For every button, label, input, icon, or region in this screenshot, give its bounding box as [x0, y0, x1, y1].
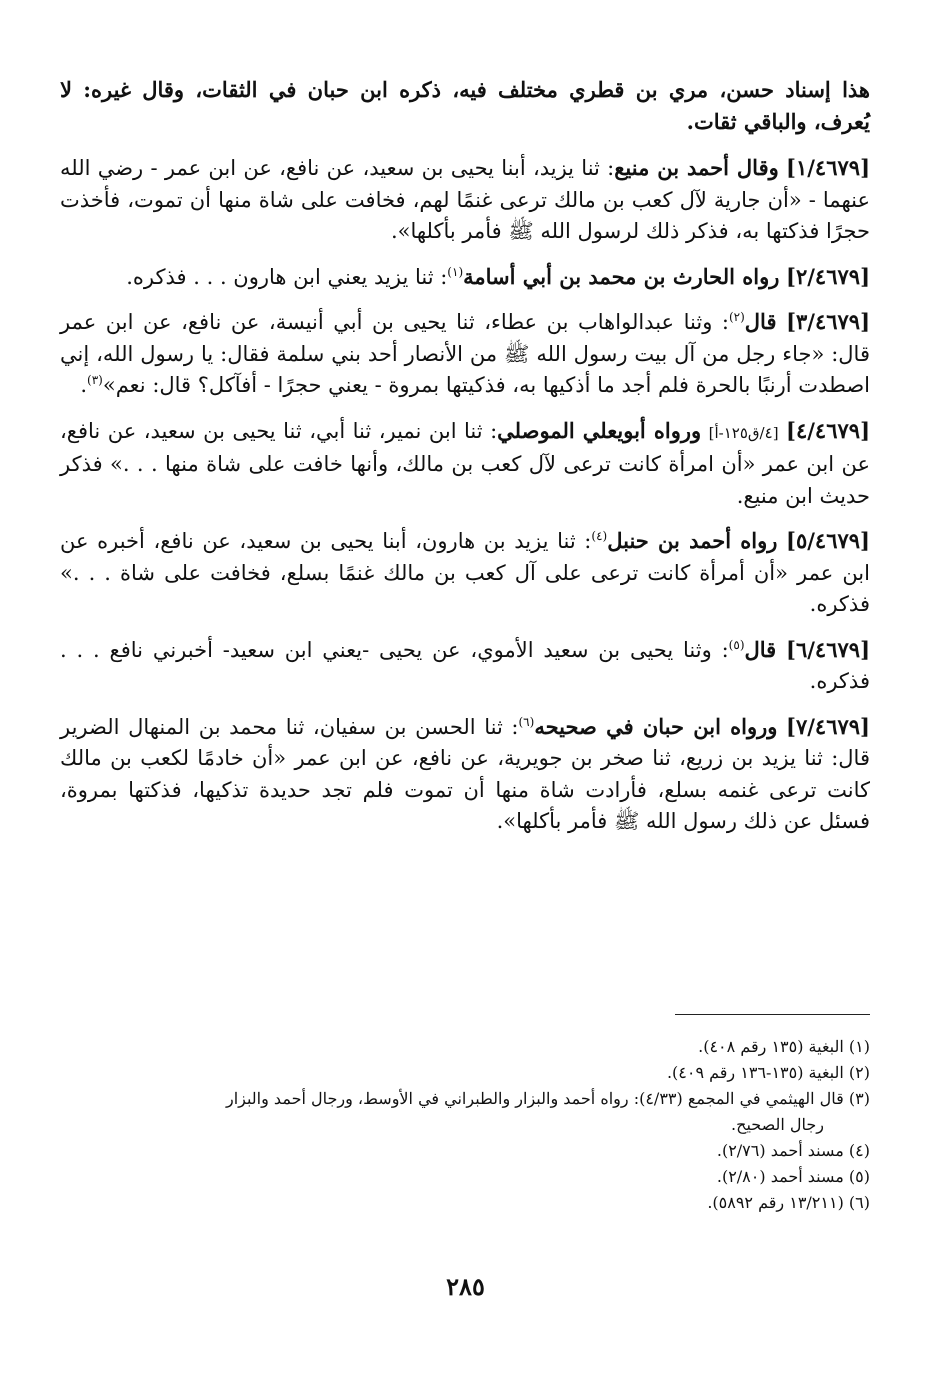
footnote-item: (٤) مسند أحمد (٢/٧٦). — [716, 1141, 870, 1160]
entry-ref: [٢/٤٦٧٩] — [786, 263, 870, 289]
entry-ref: [٧/٤٦٧٩] — [786, 713, 870, 739]
entry-paragraph-7 — [60, 711, 870, 838]
entry-attribution: رواه أحمد بن حنبل — [607, 528, 778, 553]
footnotes — [60, 1034, 870, 1216]
footnote-marker[interactable]: (٥) — [728, 637, 745, 652]
entry-text: : ثنا ابن نمير، ثنا أبي، ثنا يحيى بن سعيد، عن نافع، عن ابن عمر «أن امرأة كانت ترعى لآل كعب بن مالك، وأنها خافت على شاة منها . . .» فذكر حديث ابن منيع. — [60, 418, 870, 508]
footnote-marker[interactable]: (٦) — [518, 714, 535, 729]
entry-attribution: ورواه ابن حبان في صحيحه — [534, 713, 778, 739]
entry-paragraph-6 — [60, 634, 870, 698]
manuscript-folio-ref: [٤/ق١٢٥-أ] — [708, 423, 779, 442]
footnote-continuation: رجال الصحيح. — [731, 1115, 824, 1134]
entry-ref: [٣/٤٦٧٩] — [786, 309, 871, 334]
entry-attribution: قال — [744, 636, 777, 662]
entry-text: : ثنا يزيد، أبنا يحيى بن سعيد، عن نافع، عن ابن عمر - رضي الله عنهما - «أن جارية لآل كعب بن مالك ترعى غنمًا لهم، فخافت على شاة منها أن تموت، فأخذت حجرًا فذكتها به، فذكر ذلك لرسول الله ﷺ فأمر بأكلها». — [60, 156, 870, 243]
entry-ref: [٤/٤٦٧٩] — [786, 417, 870, 443]
entry-paragraph-4 — [60, 415, 870, 513]
footnote-separator — [675, 1014, 870, 1015]
entry-attribution: قال — [744, 309, 777, 334]
entry-paragraph-3 — [60, 306, 870, 402]
entry-text: : وثنا يحيى بن سعيد الأموي، عن يحيى -يعني ابن سعيد- أخبرني نافع . . . فذكره. — [60, 637, 870, 693]
footnote-marker[interactable]: (٢) — [728, 310, 745, 324]
entry-text: : ثنا يزيد بن هارون، أبنا يحيى بن سعيد، عن نافع، أخبره عن ابن عمر «أن أمرأة كانت ترعى على آل كعب بن مالك غنمًا بسلع، فخافت على شاة . . .» فذكره. — [60, 529, 870, 616]
entry-attribution: وقال أحمد بن منيع — [614, 155, 779, 180]
entry-text: : ثنا الحسن بن سفيان، ثنا محمد بن المنهال الضرير قال: ثنا يزيد بن زريع، ثنا صخر بن جويرية، عن نافع، عن ابن عمر «أن خادمًا لكعب بن مالك كانت ترعى غنمه بسلع، فأرادت شاة منها أن تموت فلم تجد حديدة تذكيها، فذكتها بمروة، فسئل عن ذلك رسول الله ﷺ فأمر بأكلها». — [60, 714, 870, 833]
entry-ref: [٥/٤٦٧٩] — [786, 528, 870, 553]
footnote-item: (٥) مسند أحمد (٢/٨٠). — [716, 1167, 870, 1186]
footnote-marker[interactable]: (٤) — [591, 529, 608, 543]
entry-paragraph-5 — [60, 525, 870, 621]
entry-text: : وثنا عبدالواهاب بن عطاء، ثنا يحيى بن أبي أنيسة، عن نافع، عن ابن عمر قال: «جاء رجل من آل بيت رسول الله ﷺ من الأنصار أحد بني سلمة فقال: يا رسول الله، إني اصطدت أرنبًا بالحرة فلم أجد ما أذكيها به، فذكيتها بمروة - يعني حجرًا - أفآكل؟ قال: نعم» — [60, 310, 870, 397]
footnote-item: (١) البغية (١٣٥ رقم ٤٠٨). — [698, 1037, 870, 1056]
intro-paragraph: هذا إسناد حسن، مري بن قطري مختلف فيه، ذكره ابن حبان في الثقات، وقال غيره: لا يُعرف، والباقي ثقات. — [60, 77, 870, 134]
entry-ref: [٦/٤٦٧٩] — [786, 636, 870, 662]
entry-attribution: ورواه أبويعلي الموصلي — [497, 417, 702, 443]
entry-attribution: رواه الحارث بن محمد بن أبي أسامة — [463, 263, 780, 289]
entry-paragraph-1 — [60, 152, 870, 248]
main-text — [60, 74, 870, 851]
entry-paragraph-2 — [60, 261, 870, 294]
entry-text-tail: . — [80, 373, 88, 397]
page-number: ٢٨٥ — [446, 1272, 485, 1301]
footnote-item: (٣) قال الهيثمي في المجمع (٤/٣٣): رواه أحمد والبزار والطبراني في الأوسط، ورجال أحمد والبزار — [225, 1089, 870, 1108]
footnote-item: (٢) البغية (١٣٥-١٣٦ رقم ٤٠٩). — [666, 1063, 870, 1082]
footnote-marker[interactable]: (٣) — [87, 373, 103, 387]
entry-ref: [١/٤٦٧٩] — [786, 155, 870, 180]
footnote-item: (٦) (١٣/٢١١ رقم ٥٨٩٢). — [707, 1193, 870, 1212]
footnote-marker[interactable]: (١) — [447, 264, 464, 279]
entry-text: : ثنا يزيد يعني ابن هارون . . . فذكره. — [126, 264, 448, 289]
